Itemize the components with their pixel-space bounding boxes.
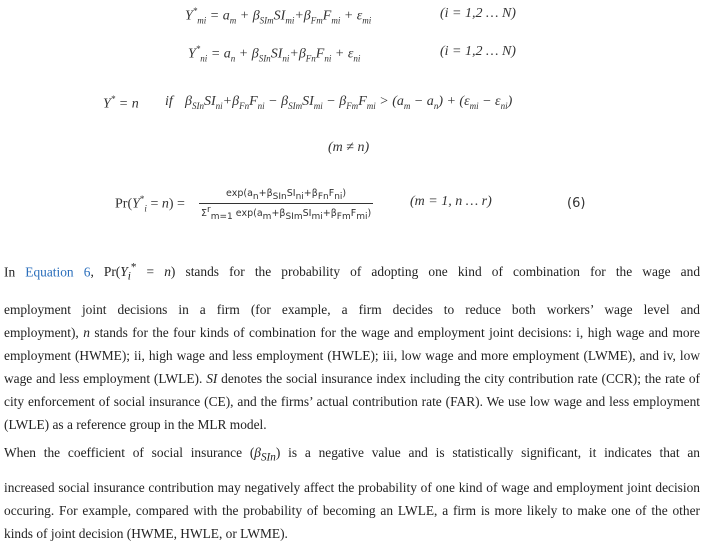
equation-6-lhs: $Pr(Y^*_i = n)$ = — [115, 194, 185, 214]
equation-6-fraction — [199, 188, 373, 222]
paragraph-2-body: increased social insurance contribution may negatively affect the probability of one kind of wage and employment joint decision occuring. For example, compared with the probability of becoming an LWLE, a firm is more likely to make one of the other kinds of joint decision (HWME, HWLE, or LWME). — [4, 479, 701, 541]
paragraph-1-body: employment), n stands for the four kinds of combination for the wage and employment joint decisions: i, high wage and more employment (HWME); ii, high wage and less employment (HWLE); iii, low wage and more employment (LWME), and iv, low wage and less employment (LWLE). SI denotes the social insurance index including the city contribution rate (CCR); the rate of city enforcement of social insurance (CE), and the firms’ actual contribution rate (FAR). We use low wage and less employment (LWLE) as a reference group in the MLR model. — [4, 325, 700, 433]
equation-2-body: $Y^*_{ni} = a_n + \beta_{SIn}SI_{ni}+\beta_{Fn}F_{ni} + \varepsilon_{ni}$ — [188, 44, 361, 64]
paragraph-2 — [4, 441, 700, 545]
equation-6-condition: (m = 1, n … r) — [410, 194, 492, 209]
equation-1-body: $Y^*_{mi} = a_m + \beta_{SIm}SI_{mi}+\beta_{Fm}F_{mi} + \varepsilon_{mi}$ — [185, 6, 372, 26]
paragraph-1-line-2: employment joint decisions in a firm (for example, a firm decides to reduce both workers’ wage level and — [4, 302, 700, 318]
paragraph-2-line-1: When the coefficient of social insurance $(\beta_{SIn})$ is a negative value and is statistically significant, it indicates that an — [4, 445, 701, 464]
equation-2-condition: (i = 1,2 … N) — [440, 44, 516, 59]
equation-6-link[interactable]: Equation 6 — [25, 264, 91, 280]
equation-3-rhs: $\beta_{SIn}SI_{ni}+\beta_{Fn}F_{ni} - \beta_{SIm}SI_{mi} - \beta_{Fm}F_{mi} > (a_m - a_n) + (\varepsilon_{mi} - \varepsilon_{ni})$ — [185, 94, 513, 111]
paragraph-1-line-1: In Equation 6, $Pr(Y_i^* = n)$ stands for the probability of adopting one kind of combination for the wage and — [4, 262, 701, 284]
equation-3-if: if — [165, 94, 173, 109]
equation-1-condition: (i = 1,2 … N) — [440, 6, 516, 21]
equation-6-numerator: $\exp(a_n+\beta_{SIn}SI_{ni}+\beta_{Fn}F_{ni})$ — [199, 188, 373, 204]
equation-4-condition: (m ≠ n) — [328, 140, 370, 155]
equation-3-lhs: Y* = n — [103, 94, 139, 112]
equation-number: (6) — [567, 196, 586, 211]
paragraph-1 — [4, 257, 700, 436]
equation-6-denominator: $\Sigma^r_{m=1}$ $\exp(a_m+\beta_{SIm}SI_{mi}+\beta_{Fm}F_{mi})$ — [201, 204, 372, 222]
